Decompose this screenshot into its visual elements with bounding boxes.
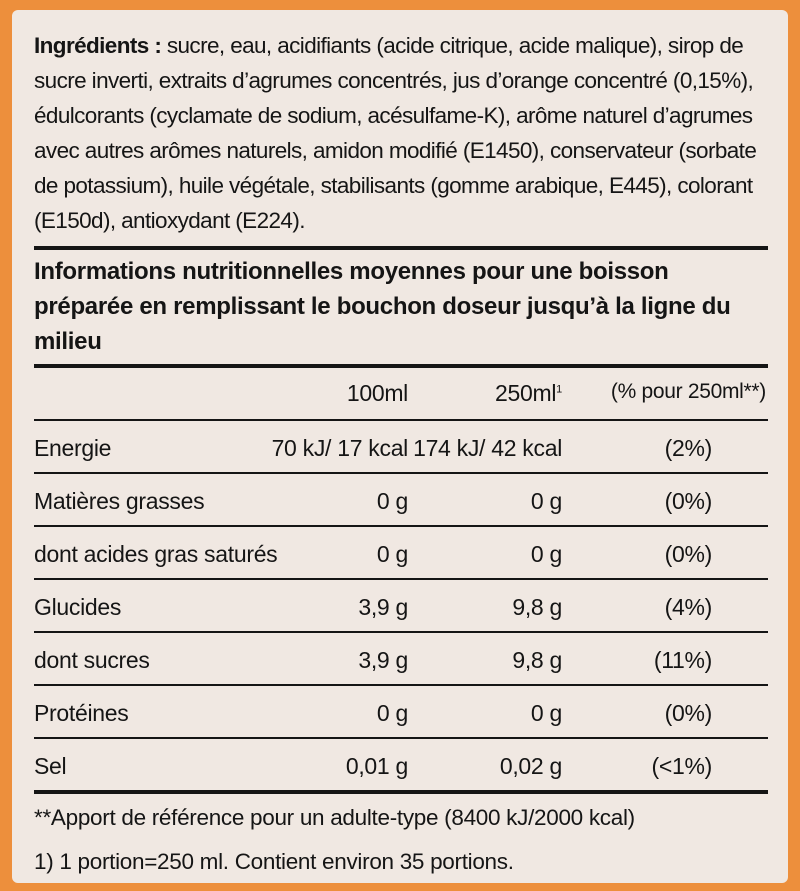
nutrition-row — [34, 686, 768, 737]
footnotes — [34, 796, 768, 884]
reference-intake-percent: (0%) — [664, 541, 712, 567]
nutrient-name: Protéines — [34, 700, 129, 726]
ingredients-paragraph — [34, 28, 768, 246]
nutrition-label-panel — [12, 10, 788, 883]
nutrient-name: dont acides gras saturés — [34, 541, 278, 567]
nutrient-name: Sel — [34, 753, 67, 779]
value-per-100ml: 3,9 g — [358, 647, 408, 673]
value-per-100ml: 0 g — [376, 541, 408, 567]
nutrient-name: Matières grasses — [34, 488, 205, 514]
value-per-250ml: 9,8 g — [512, 647, 562, 673]
footnote-portion: 1) 1 portion=250 ml. Contient environ 35 portions. — [34, 849, 514, 874]
value-per-250ml: 0 g — [530, 700, 562, 726]
table-header-row — [34, 368, 768, 419]
footnote-reference-intake: **Apport de référence pour un adulte-type (8400 kJ/2000 kcal) — [34, 805, 635, 830]
nutrition-rows — [34, 421, 768, 794]
nutrient-name: Energie — [34, 435, 112, 461]
reference-intake-percent: (4%) — [664, 594, 712, 620]
reference-intake-percent: (0%) — [664, 700, 712, 726]
value-per-100ml: 0,01 g — [345, 753, 408, 779]
value-per-100ml: 0 g — [376, 488, 408, 514]
value-per-250ml: 9,8 g — [512, 594, 562, 620]
nutrition-row — [34, 527, 768, 578]
nutrition-row — [34, 580, 768, 631]
nutrition-row — [34, 633, 768, 684]
footnote-marker: 1 — [556, 383, 562, 396]
ingredients-text: sucre, eau, acidifiants (acide citrique, acide malique), sirop de sucre inverti, extraits d’agrumes concentrés, jus d’orange concentré (0,15%), édulcorants (cyclamate de sodium, acésulfame-K), arôme naturel d’agrumes avec autres arômes naturels, amidon modifié (E1450), conservateur (sorbate de potassium), huile végétale, stabilisants (gomme arabique, E445), colorant (E150d), antioxydant (E224). — [34, 33, 757, 233]
nutrition-row — [34, 474, 768, 525]
value-per-250ml: 0 g — [530, 541, 562, 567]
reference-intake-percent: (2%) — [664, 435, 712, 461]
value-per-100ml: 3,9 g — [358, 594, 408, 620]
reference-intake-percent: (0%) — [664, 488, 712, 514]
row-divider — [34, 790, 768, 794]
nutrition-row — [34, 739, 768, 790]
nutrition-title: Informations nutritionnelles moyennes pour une boisson préparée en remplissant le bouchon doseur jusqu’à la ligne du milieu — [34, 258, 731, 355]
column-header-reference-intake: (% pour 250ml**) — [610, 380, 766, 403]
reference-intake-percent: (<1%) — [651, 753, 712, 779]
value-per-250ml: 174 kJ/ 42 kcal — [413, 435, 562, 461]
nutrient-name: Glucides — [34, 594, 122, 620]
value-per-250ml: 0,02 g — [499, 753, 562, 779]
nutrient-name: dont sucres — [34, 647, 150, 673]
section-divider — [34, 246, 768, 250]
ingredients-label: Ingrédients : — [34, 33, 162, 58]
column-header-100ml: 100ml — [346, 380, 408, 406]
nutrition-row — [34, 421, 768, 472]
reference-intake-percent: (11%) — [653, 647, 712, 673]
value-per-100ml: 0 g — [376, 700, 408, 726]
value-per-100ml: 70 kJ/ 17 kcal — [271, 435, 408, 461]
column-header-250ml: $250ml^1$ — [495, 380, 562, 406]
value-per-250ml: 0 g — [530, 488, 562, 514]
